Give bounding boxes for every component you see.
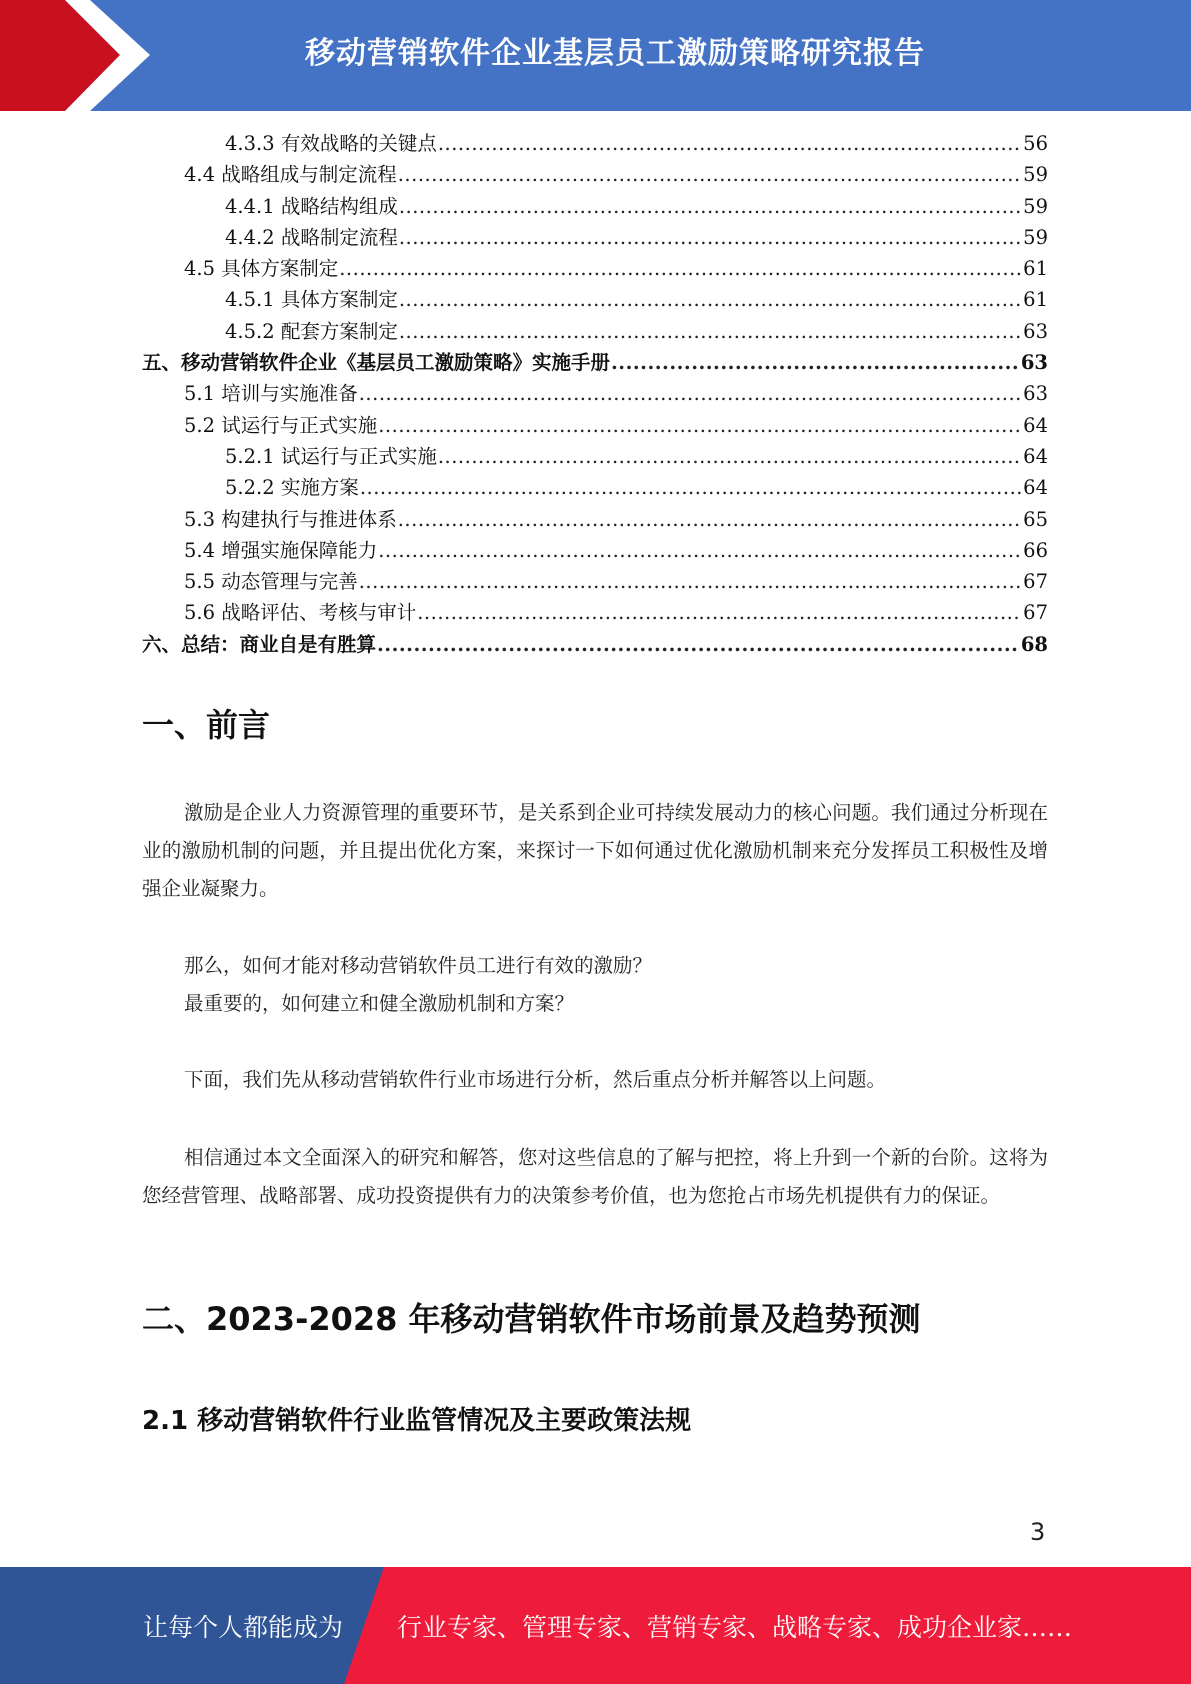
toc-leader-dots [399, 222, 1022, 253]
toc-entry-page: 64 [1023, 444, 1048, 468]
toc-entry-page: 67 [1023, 570, 1048, 594]
toc-entry-page: 59 [1023, 194, 1048, 218]
toc-entry-label: 5.2.1 试运行与正式实施 [225, 444, 437, 468]
toc-entry-label: 4.5 具体方案制定 [184, 257, 339, 281]
toc-leader-dots [399, 316, 1022, 347]
footer-slogan-right: 行业专家、管理专家、营销专家、战略专家、成功企业家…… [397, 1612, 1073, 1642]
toc-entry-label: 5.6 战略评估、考核与审计 [184, 601, 417, 625]
toc-leader-dots [359, 566, 1022, 597]
toc-entry-page: 61 [1023, 288, 1048, 312]
toc-entry-page: 64 [1023, 476, 1048, 500]
toc-entry[interactable] [142, 410, 1048, 441]
toc-leader-dots [359, 378, 1022, 409]
toc-entry-page: 63 [1023, 319, 1048, 343]
toc-leader-dots [398, 159, 1022, 190]
toc-entry[interactable] [142, 441, 1048, 472]
toc-leader-dots [398, 504, 1022, 535]
table-of-contents [142, 128, 1048, 660]
toc-entry[interactable] [142, 222, 1048, 253]
toc-entry-label: 4.4.1 战略结构组成 [225, 194, 398, 218]
page-header [0, 0, 1191, 111]
toc-leader-dots [399, 191, 1022, 222]
paragraph: 激励是企业人力资源管理的重要环节，是关系到企业可持续发展动力的核心问题。我们通过分析现在业的激励机制的问题，并且提出优化方案，来探讨一下如何通过优化激励机制来充分发挥员工积极性及增强企业凝聚力。 [142, 801, 1048, 900]
toc-entry[interactable] [142, 378, 1048, 409]
toc-entry[interactable] [142, 535, 1048, 566]
section-heading-preface: 一、前言 [142, 706, 271, 744]
page-footer [0, 1567, 1191, 1684]
toc-entry-label: 五、移动营销软件企业《基层员工激励策略》实施手册 [142, 351, 611, 375]
toc-entry-label: 5.1 培训与实施准备 [184, 382, 358, 406]
paragraph: 相信通过本文全面深入的研究和解答，您对这些信息的了解与把控，将上升到一个新的台阶。这将为您经营管理、战略部署、成功投资提供有力的决策参考价值，也为您抢占市场先机提供有力的保证。 [142, 1146, 1048, 1207]
toc-entry[interactable] [142, 504, 1048, 535]
toc-entry-label: 六、总结：商业自是有胜算 [142, 632, 377, 656]
toc-entry[interactable] [142, 347, 1048, 378]
toc-entry[interactable] [142, 597, 1048, 628]
toc-leader-dots [378, 535, 1022, 566]
toc-entry-label: 5.2.2 实施方案 [225, 476, 359, 500]
paragraph: 那么，如何才能对移动营销软件员工进行有效的激励？ [184, 954, 653, 977]
toc-entry-page: 56 [1023, 132, 1048, 155]
section-heading-market-outlook: 二、2023-2028 年移动营销软件市场前景及趋势预测 [142, 1300, 921, 1338]
toc-leader-dots [417, 597, 1022, 628]
toc-entry[interactable] [142, 629, 1048, 660]
toc-leader-dots [339, 253, 1022, 284]
toc-entry-page: 63 [1023, 382, 1048, 406]
toc-entry-label: 5.2 试运行与正式实施 [184, 413, 378, 437]
toc-entry-label: 5.5 动态管理与完善 [184, 570, 358, 594]
toc-entry[interactable] [142, 472, 1048, 503]
toc-entry-label: 4.5.1 具体方案制定 [225, 288, 398, 312]
toc-entry-page: 64 [1023, 413, 1048, 437]
toc-entry-label: 4.4 战略组成与制定流程 [184, 163, 397, 187]
toc-entry-label: 4.3.3 有效战略的关键点 [225, 132, 437, 155]
toc-entry-label: 5.3 构建执行与推进体系 [184, 507, 397, 531]
subsection-heading: 2.1 移动营销软件行业监管情况及主要政策法规 [142, 1406, 692, 1436]
toc-entry[interactable] [142, 253, 1048, 284]
toc-entry[interactable] [142, 191, 1048, 222]
toc-entry-page: 59 [1023, 163, 1048, 187]
toc-entry[interactable] [142, 316, 1048, 347]
toc-entry-page: 68 [1020, 632, 1048, 656]
toc-leader-dots [438, 441, 1022, 472]
toc-entry-label: 4.4.2 战略制定流程 [225, 225, 398, 249]
toc-leader-dots [438, 128, 1022, 159]
toc-entry-label: 4.5.2 配套方案制定 [225, 319, 398, 343]
toc-leader-dots [399, 284, 1022, 315]
toc-entry[interactable] [142, 128, 1048, 159]
document-title: 移动营销软件企业基层员工激励策略研究报告 [305, 36, 925, 71]
toc-leader-dots [377, 629, 1020, 660]
paragraph: 下面，我们先从移动营销软件行业市场进行分析，然后重点分析并解答以上问题。 [184, 1068, 887, 1091]
toc-entry-page: 66 [1023, 538, 1048, 562]
footer-slogan-left: 让每个人都能成为 [143, 1612, 344, 1642]
toc-entry-page: 63 [1020, 351, 1048, 375]
toc-entry-label: 5.4 增强实施保障能力 [184, 538, 378, 562]
toc-entry[interactable] [142, 566, 1048, 597]
toc-entry-page: 67 [1023, 601, 1048, 625]
toc-entry[interactable] [142, 159, 1048, 190]
toc-entry-page: 61 [1023, 257, 1048, 281]
page-number: 3 [1030, 1518, 1046, 1546]
paragraph: 最重要的，如何建立和健全激励机制和方案？ [184, 992, 575, 1015]
toc-entry-page: 65 [1023, 507, 1048, 531]
toc-entry[interactable] [142, 284, 1048, 315]
toc-leader-dots [378, 410, 1022, 441]
toc-leader-dots [611, 347, 1020, 378]
toc-leader-dots [360, 472, 1022, 503]
toc-entry-page: 59 [1023, 225, 1048, 249]
